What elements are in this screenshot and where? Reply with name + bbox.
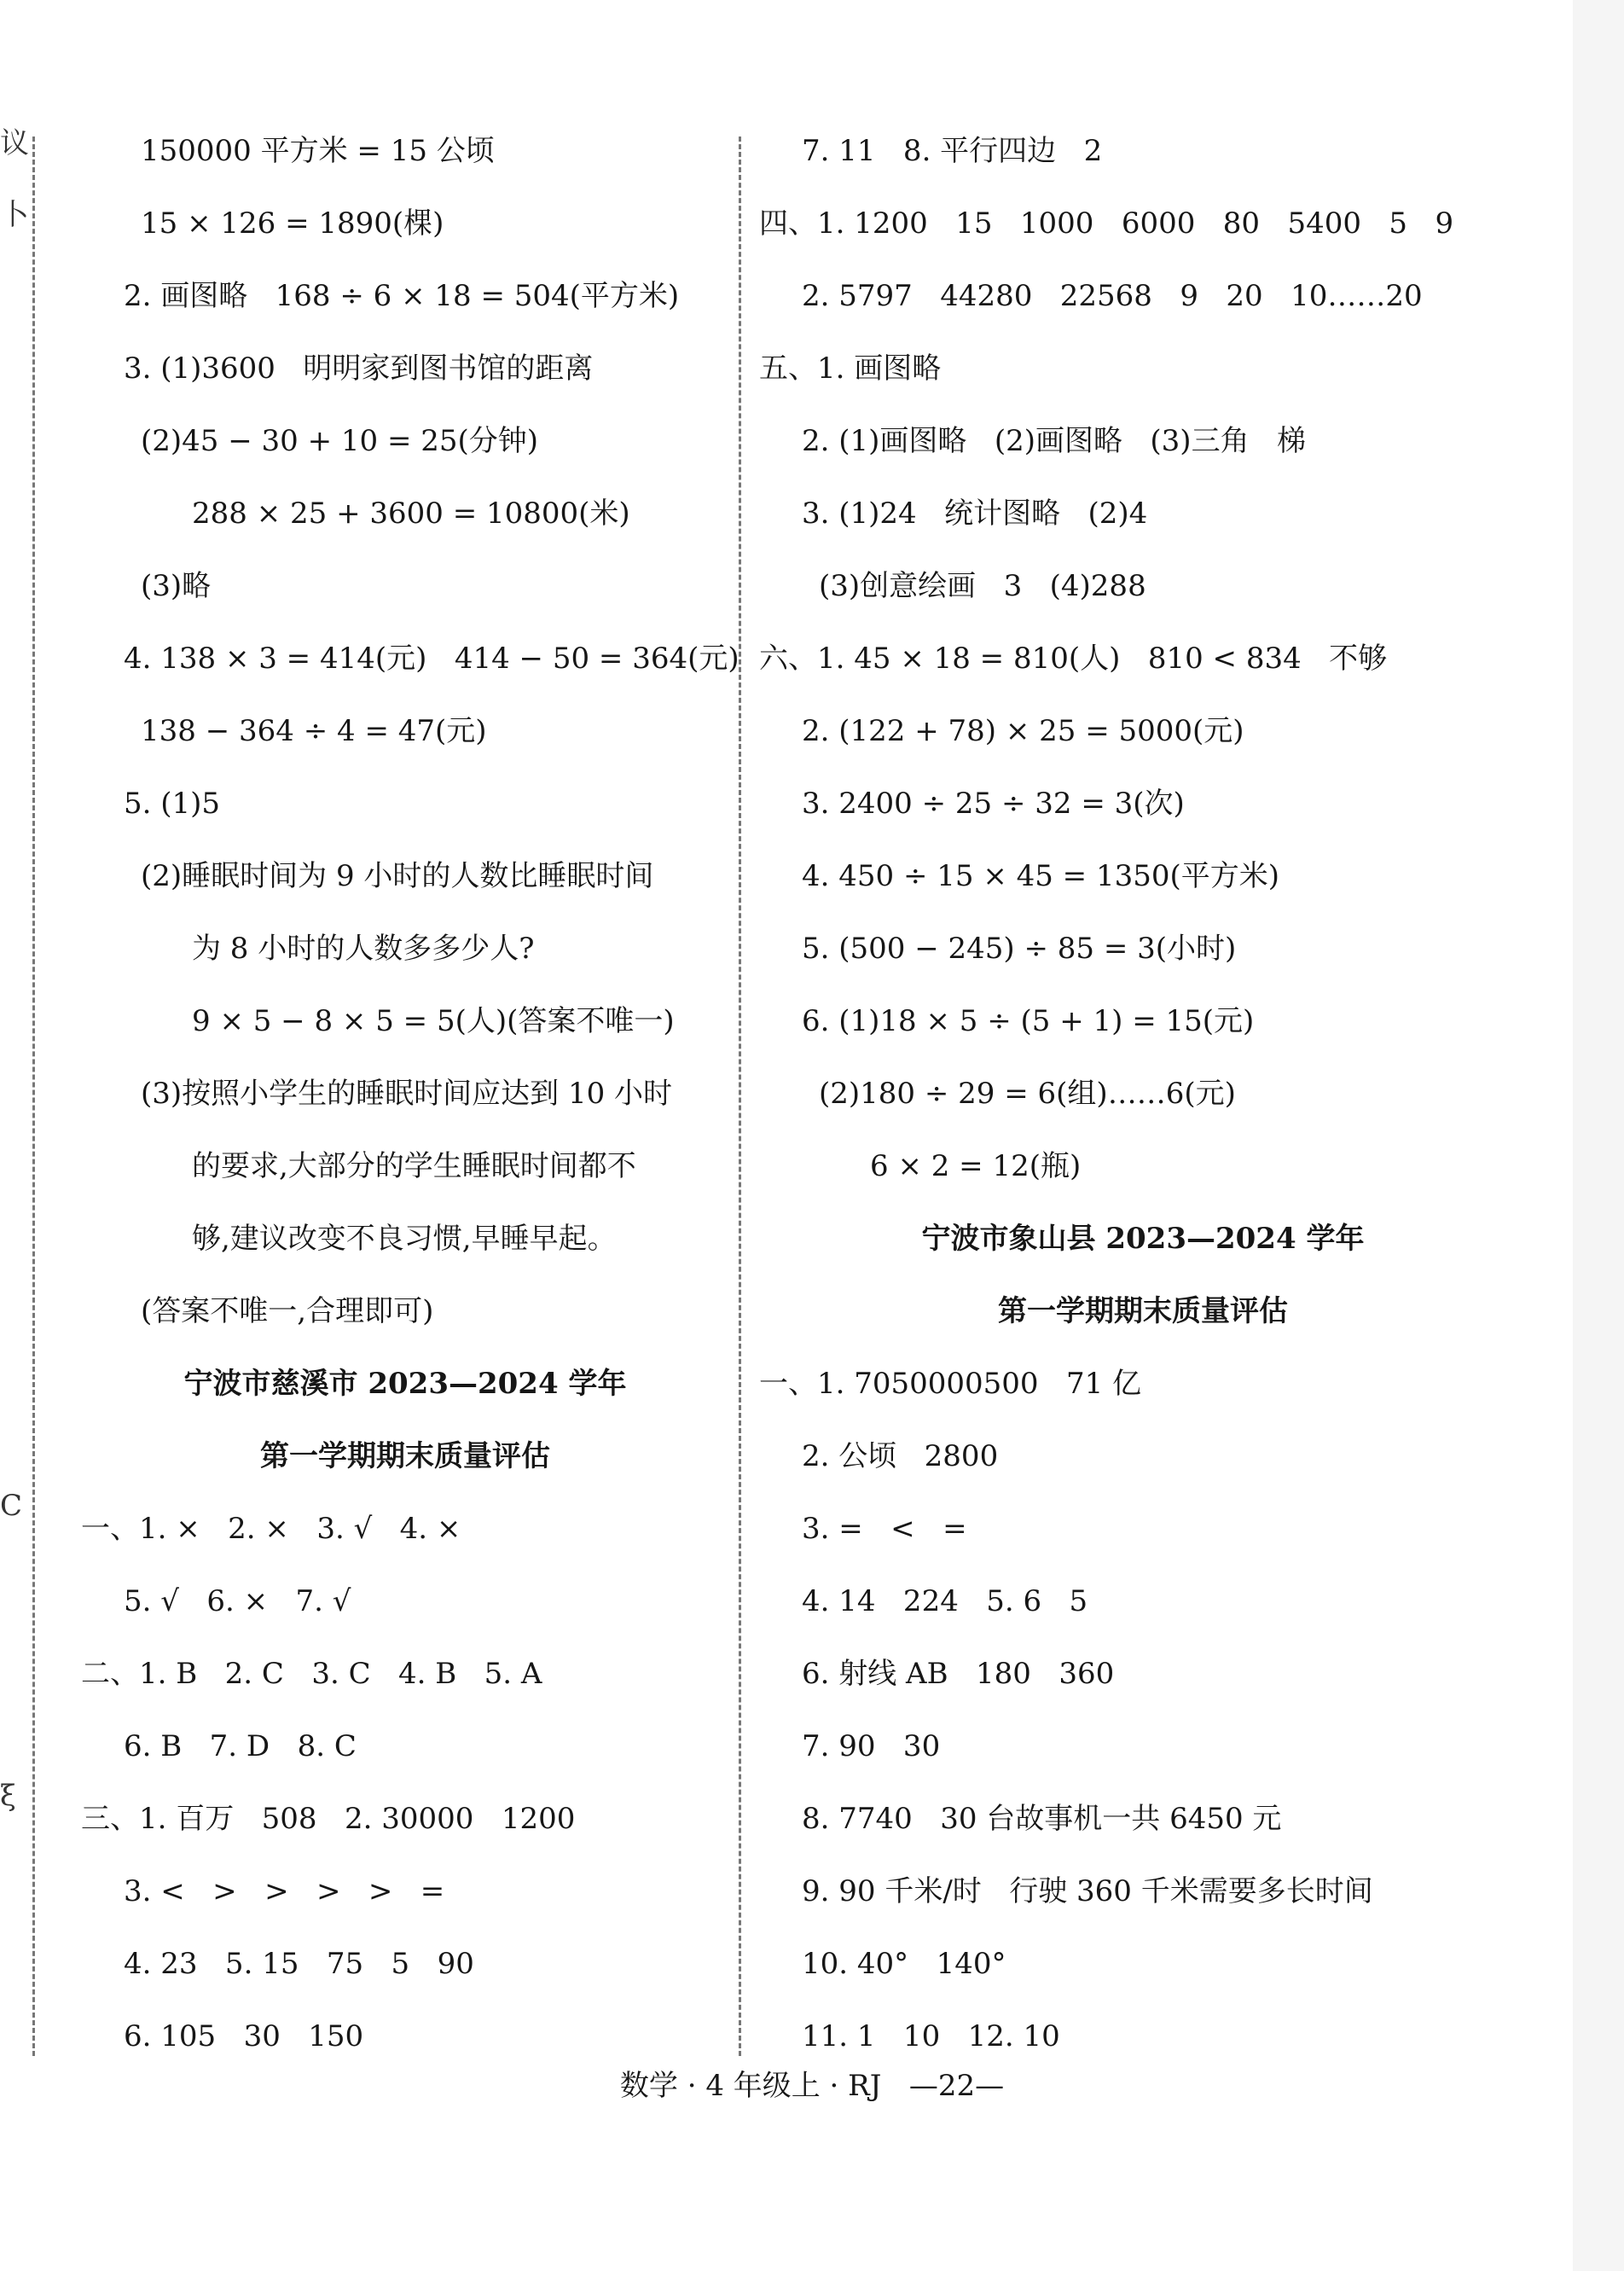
edge-mark: 卜 xyxy=(0,198,29,232)
column-divider-middle xyxy=(739,136,741,2056)
answer-line: (3)略 xyxy=(141,569,212,603)
answer-line: (2)180 ÷ 29 = 6(组)……6(元) xyxy=(819,1077,1236,1111)
answer-line: 5. √ 6. × 7. √ xyxy=(124,1584,351,1618)
answer-line: 够,建议改变不良习惯,早睡早起。 xyxy=(192,1222,617,1256)
answer-line: 为 8 小时的人数多多少人? xyxy=(192,932,535,966)
answer-line: (答案不唯一,合理即可) xyxy=(141,1294,434,1328)
answer-line: 5. (1)5 xyxy=(124,787,221,821)
answer-line: 六、1. 45 × 18 = 810(人) 810 < 834 不够 xyxy=(759,642,1388,676)
answer-line: (3)创意绘画 3 (4)288 xyxy=(819,569,1146,603)
edge-mark: ξ xyxy=(0,1779,16,1813)
answer-line: 150000 平方米 = 15 公顷 xyxy=(141,134,495,168)
answer-line: 3. < > > > > = xyxy=(124,1874,445,1908)
answer-line: 15 × 126 = 1890(棵) xyxy=(141,206,444,241)
answer-line: 2. 公顷 2800 xyxy=(802,1439,999,1473)
answer-line: 7. 90 30 xyxy=(802,1729,941,1763)
answer-line: 288 × 25 + 3600 = 10800(米) xyxy=(192,497,630,531)
section-heading: 第一学期期末质量评估 xyxy=(260,1439,550,1473)
answer-line: 4. 450 ÷ 15 × 45 = 1350(平方米) xyxy=(802,859,1280,893)
answer-line: 2. 5797 44280 22568 9 20 10……20 xyxy=(802,279,1423,313)
section-heading: 第一学期期末质量评估 xyxy=(998,1294,1288,1328)
column-divider-left xyxy=(32,136,35,2056)
answer-line: 2. (122 + 78) × 25 = 5000(元) xyxy=(802,714,1244,748)
answer-line: 8. 7740 30 台故事机一共 6450 元 xyxy=(802,1802,1282,1836)
right-answer-column xyxy=(759,124,1527,2082)
answer-line: 6. (1)18 × 5 ÷ (5 + 1) = 15(元) xyxy=(802,1004,1255,1038)
section-heading: 宁波市象山县 2023—2024 学年 xyxy=(921,1222,1365,1256)
answer-line: 一、1. × 2. × 3. √ 4. × xyxy=(81,1512,461,1546)
answer-line: 五、1. 画图略 xyxy=(759,351,942,386)
left-edge-marks xyxy=(0,0,29,2271)
answer-line: 6. B 7. D 8. C xyxy=(124,1729,357,1763)
answer-line: (2)45 − 30 + 10 = 25(分钟) xyxy=(141,424,539,458)
edge-mark: 议 xyxy=(0,126,29,160)
answer-line: 二、1. B 2. C 3. C 4. B 5. A xyxy=(81,1657,542,1691)
answer-line: 138 − 364 ÷ 4 = 47(元) xyxy=(141,714,487,748)
answer-line: 5. (500 − 245) ÷ 85 = 3(小时) xyxy=(802,932,1237,966)
edge-mark: C xyxy=(0,1489,23,1523)
answer-line: 4. 138 × 3 = 414(元) 414 − 50 = 364(元) xyxy=(124,642,740,676)
answer-line: 6. 射线 AB 180 360 xyxy=(802,1657,1115,1691)
answer-line: 9. 90 千米/时 行驶 360 千米需要多长时间 xyxy=(802,1874,1373,1908)
answer-line: (2)睡眠时间为 9 小时的人数比睡眠时间 xyxy=(141,859,654,893)
answer-line: 2. 画图略 168 ÷ 6 × 18 = 504(平方米) xyxy=(124,279,680,313)
answer-line: 3. (1)3600 明明家到图书馆的距离 xyxy=(124,351,594,386)
answer-line: 6. 105 30 150 xyxy=(124,2019,364,2053)
section-heading: 宁波市慈溪市 2023—2024 学年 xyxy=(183,1367,627,1401)
scan-shade xyxy=(1573,0,1624,2271)
answer-line: 3. = < = xyxy=(802,1512,967,1546)
answer-line: 一、1. 7050000500 71 亿 xyxy=(759,1367,1142,1401)
answer-line: 2. (1)画图略 (2)画图略 (3)三角 梯 xyxy=(802,424,1306,458)
answer-line: 9 × 5 − 8 × 5 = 5(人)(答案不唯一) xyxy=(192,1004,675,1038)
answer-line: 4. 14 224 5. 6 5 xyxy=(802,1584,1088,1618)
left-answer-column xyxy=(81,124,740,2082)
answer-line: 3. 2400 ÷ 25 ÷ 32 = 3(次) xyxy=(802,787,1185,821)
answer-line: 三、1. 百万 508 2. 30000 1200 xyxy=(81,1802,576,1836)
answer-line: 4. 23 5. 15 75 5 90 xyxy=(124,1947,474,1981)
answer-line: 10. 40° 140° xyxy=(802,1947,1006,1981)
answer-line: 11. 1 10 12. 10 xyxy=(802,2019,1060,2053)
answer-line: (3)按照小学生的睡眠时间应达到 10 小时 xyxy=(141,1077,673,1111)
page-footer: 数学 · 4 年级上 · RJ —22— xyxy=(619,2069,1005,2103)
answer-line: 的要求,大部分的学生睡眠时间都不 xyxy=(192,1149,636,1183)
answer-line: 6 × 2 = 12(瓶) xyxy=(870,1149,1082,1183)
answer-line: 3. (1)24 统计图略 (2)4 xyxy=(802,497,1148,531)
answer-line: 四、1. 1200 15 1000 6000 80 5400 5 9 xyxy=(759,206,1454,241)
answer-line: 7. 11 8. 平行四边 2 xyxy=(802,134,1103,168)
